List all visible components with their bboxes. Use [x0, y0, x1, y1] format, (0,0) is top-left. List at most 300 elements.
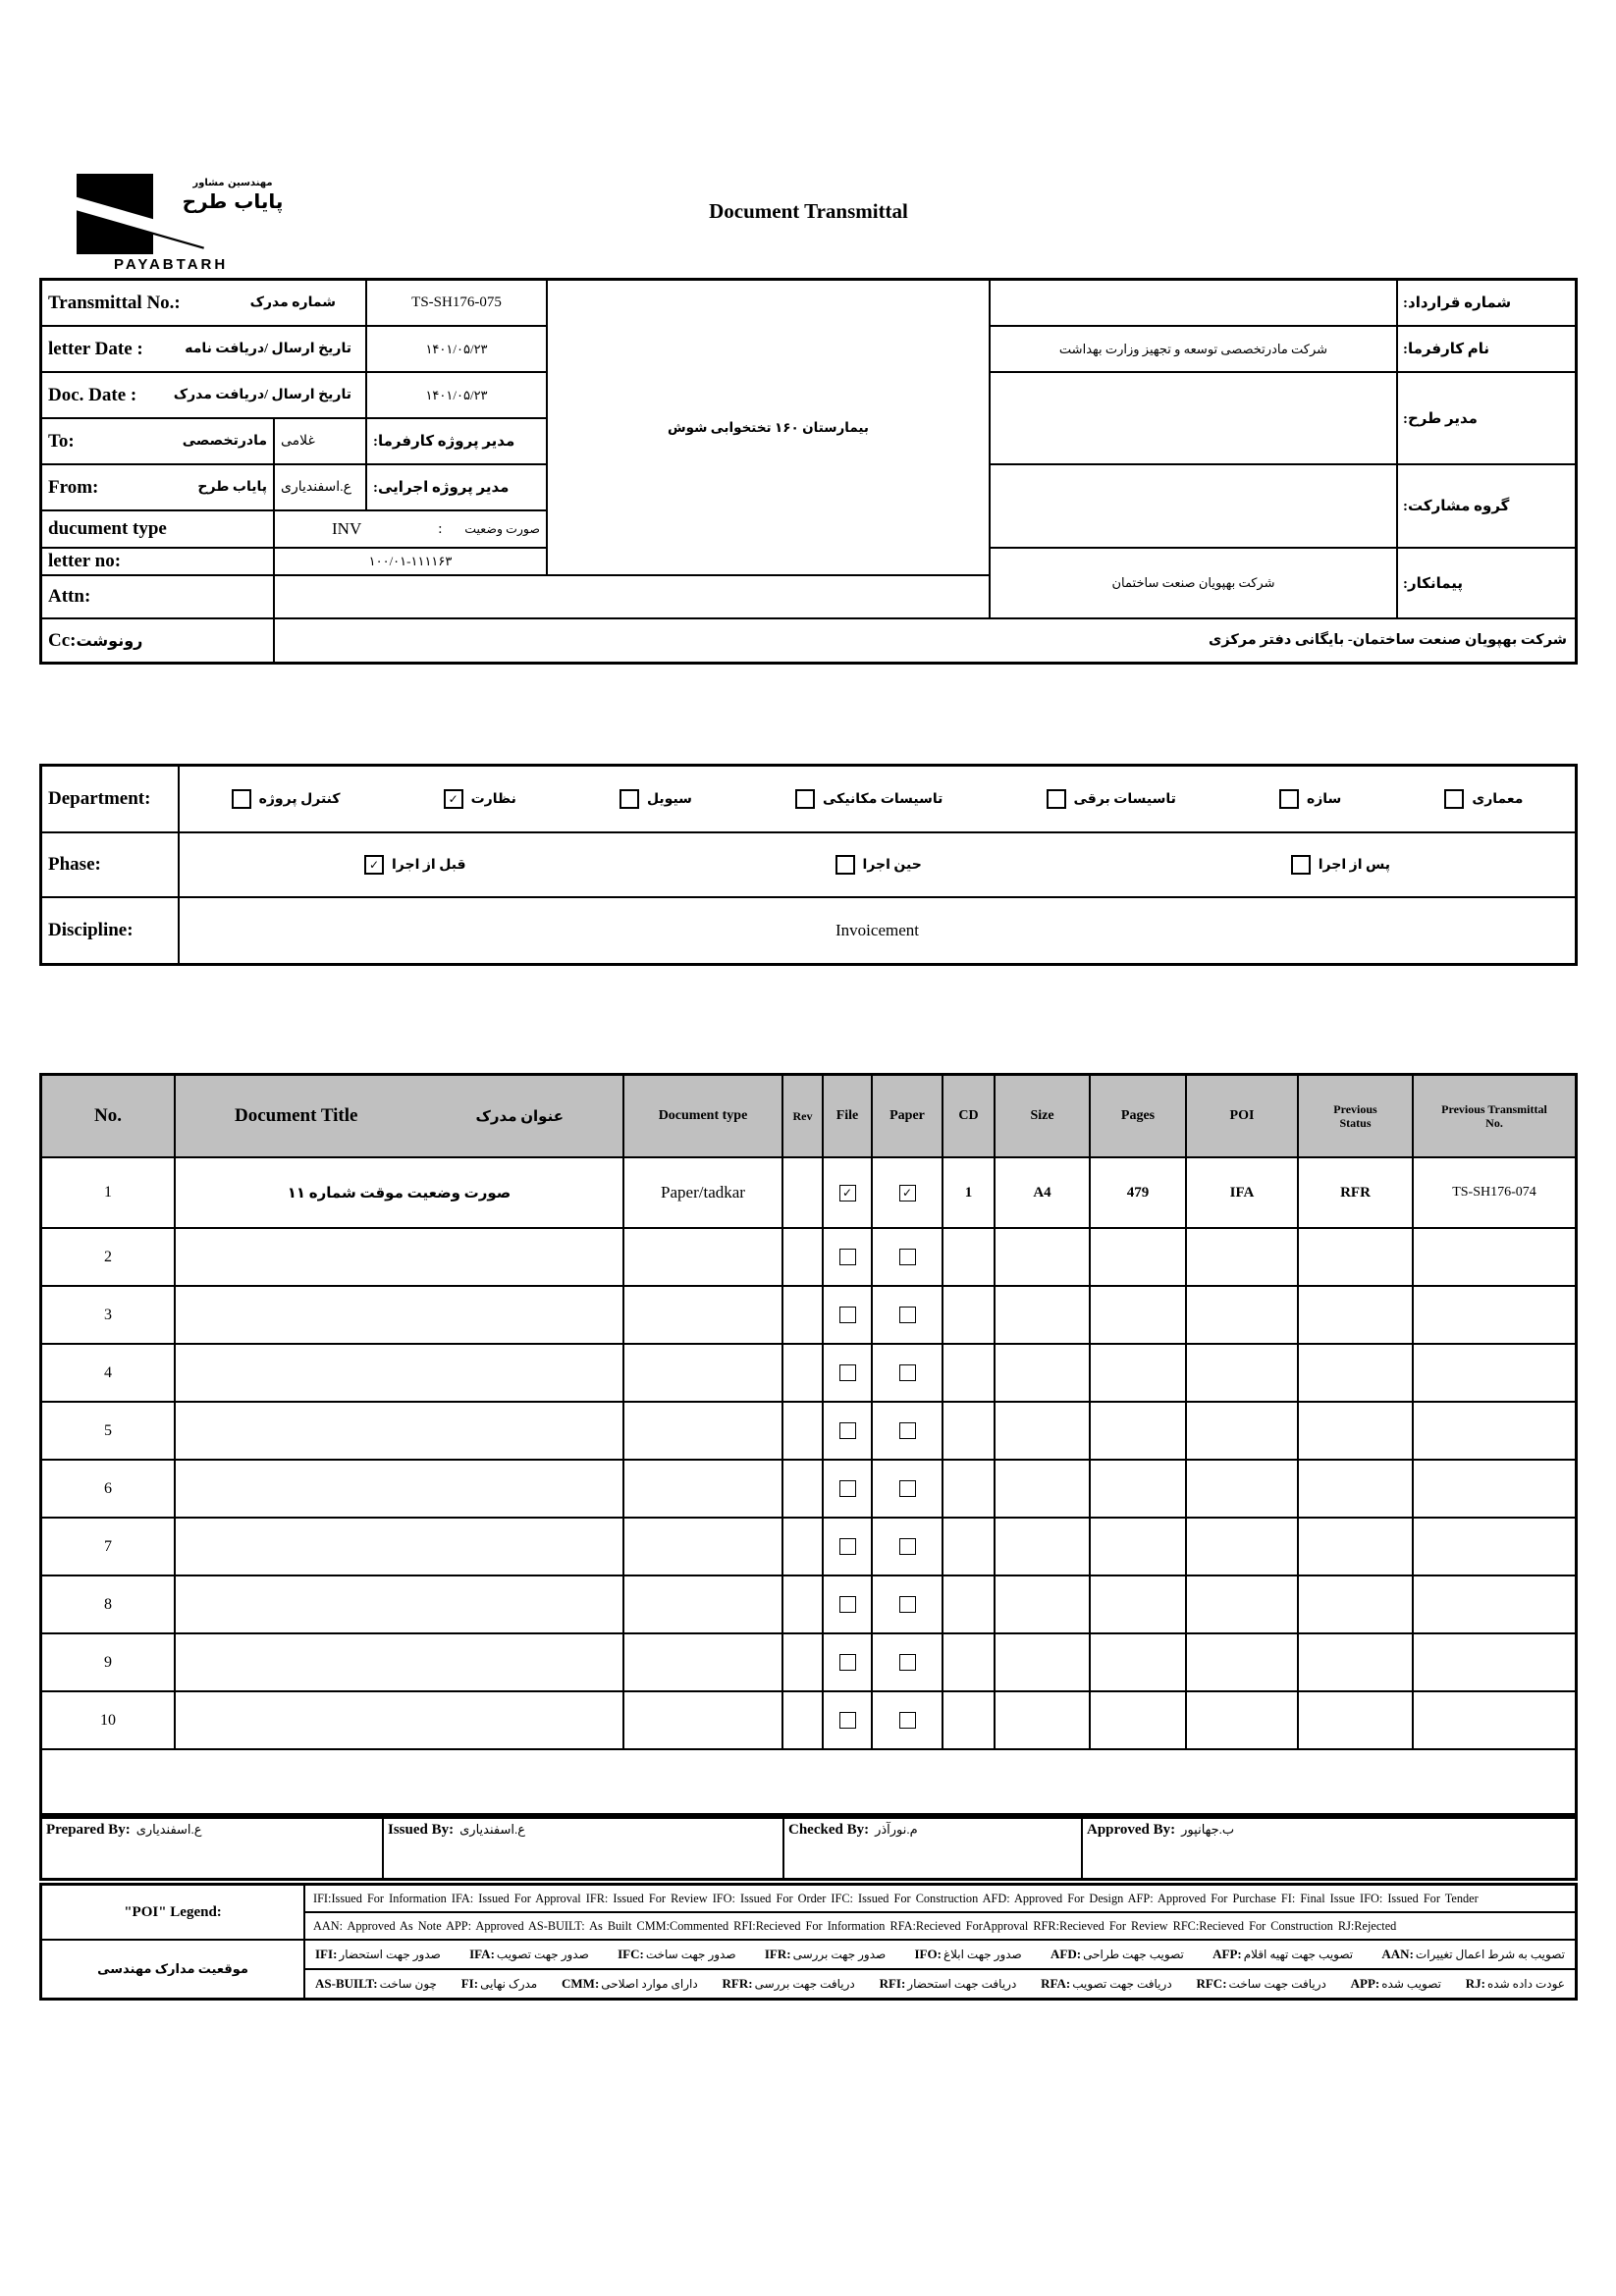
col-header-size: Size: [996, 1076, 1089, 1156]
client-name-value-cell: [991, 327, 1396, 371]
legend-text: تصویب جهت طراحی: [1083, 1948, 1184, 1961]
signatures-row: [39, 1816, 1578, 1881]
row-prev-status: [1299, 1576, 1412, 1632]
exec-pm-label-cell: [367, 465, 546, 509]
checkbox-label: معماری: [1472, 791, 1524, 807]
row-prev-status: [1299, 1461, 1412, 1517]
poi-legend-en-line2: AAN: Approved As Note APP: Approved AS-BUILT: As Built CMM:Commented RFI:Recieved For Information RFA:Recieved ForApproval RFR:Recieved For Review RFC:Recieved For Construction RJ:Rejected: [305, 1913, 1575, 1939]
row-rev: [783, 1634, 822, 1690]
row-poi: [1187, 1345, 1297, 1401]
department-option[interactable]: [1444, 789, 1523, 809]
doc-date-label: Doc. Date :: [48, 384, 137, 405]
legend-item: [1351, 1976, 1441, 1992]
row-prev-status: [1299, 1345, 1412, 1401]
checkbox-icon[interactable]: [619, 789, 639, 809]
row-doctype: [624, 1403, 781, 1459]
file-checkbox-icon[interactable]: [839, 1364, 856, 1381]
legend-item: [315, 1976, 437, 1992]
row-prev-transmittal: [1414, 1519, 1575, 1575]
paper-checkbox-icon[interactable]: [899, 1654, 916, 1671]
row-size: [996, 1576, 1089, 1632]
row-no: 7: [42, 1519, 174, 1575]
table-empty-area: [42, 1750, 1575, 1813]
row-doctype: Paper/tadkar: [624, 1158, 781, 1227]
fa-legend-label: موقعیت مدارک مهندسی: [42, 1941, 303, 1998]
row-size: [996, 1287, 1089, 1343]
prepared-by-value: ع.اسفندیاری: [135, 1822, 202, 1837]
paper-checkbox-icon[interactable]: [899, 1538, 916, 1555]
col-header-cd: CD: [943, 1076, 994, 1156]
from-person-cell: [275, 465, 365, 509]
checkbox-icon[interactable]: [232, 789, 251, 809]
checkbox-label: حین اجرا: [862, 857, 922, 873]
row-file-cell: [824, 1158, 871, 1227]
row-cd: [943, 1461, 994, 1517]
row-size: [996, 1692, 1089, 1748]
department-option[interactable]: [1279, 789, 1341, 809]
paper-checkbox-icon[interactable]: [899, 1596, 916, 1613]
row-pages: [1091, 1461, 1185, 1517]
phase-label: Phase:: [48, 854, 101, 875]
checkbox-icon[interactable]: [1444, 789, 1464, 809]
exec-pm-label: مدیر پروژه اجرایی:: [373, 480, 510, 496]
discipline-label: Discipline:: [48, 920, 134, 940]
row-poi: [1187, 1403, 1297, 1459]
row-title: [176, 1576, 622, 1632]
department-option[interactable]: [619, 789, 692, 809]
legend-abbr: IFI :: [315, 1947, 337, 1962]
paper-checkbox-icon[interactable]: [899, 1185, 916, 1201]
row-paper-cell: [873, 1287, 942, 1343]
row-prev-status: [1299, 1403, 1412, 1459]
row-size: [996, 1461, 1089, 1517]
row-prev-status: [1299, 1692, 1412, 1748]
legend-abbr: RFR :: [723, 1976, 753, 1992]
row-prev-transmittal: [1414, 1287, 1575, 1343]
partnership-label-cell: [1398, 465, 1575, 547]
prepared-by-cell: [42, 1819, 382, 1878]
checkbox-icon[interactable]: [835, 855, 855, 875]
col-header-title-fa: عنوان مدرک: [475, 1108, 564, 1125]
contract-no-label: شماره قرارداد:: [1403, 295, 1512, 311]
file-checkbox-icon[interactable]: [839, 1596, 856, 1613]
col-header-file: File: [824, 1076, 871, 1156]
row-no: 6: [42, 1461, 174, 1517]
partnership-label: گروه مشارکت:: [1403, 499, 1510, 514]
phase-label-cell: [42, 833, 178, 896]
legend-abbr: RJ :: [1466, 1976, 1485, 1992]
row-no: 8: [42, 1576, 174, 1632]
checkbox-label: پس از اجرا: [1318, 857, 1391, 873]
row-doctype: [624, 1576, 781, 1632]
row-title: [176, 1634, 622, 1690]
approved-by-cell: [1083, 1819, 1575, 1878]
legend-item: [1212, 1947, 1353, 1962]
row-paper-cell: [873, 1576, 942, 1632]
paper-checkbox-icon[interactable]: [899, 1249, 916, 1265]
legend-abbr: CMM :: [562, 1976, 599, 1992]
legend-text: چون ساخت: [379, 1977, 437, 1991]
legend-item: [723, 1976, 855, 1992]
cc-value: شرکت بهپویان صنعت ساختمان- بایگانی دفتر مرکزی: [1209, 632, 1567, 648]
phase-options-row: [180, 833, 1575, 896]
col-header-paper: Paper: [873, 1076, 942, 1156]
row-pages: [1091, 1519, 1185, 1575]
cc-label-cell: [42, 619, 273, 662]
approved-by-label: Approved By:: [1087, 1822, 1176, 1838]
file-checkbox-icon[interactable]: [839, 1307, 856, 1323]
row-size: [996, 1403, 1089, 1459]
row-no: 3: [42, 1287, 174, 1343]
row-paper-cell: [873, 1158, 942, 1227]
client-pm-label-cell: [367, 419, 546, 463]
file-checkbox-icon[interactable]: [839, 1422, 856, 1439]
legend-text: صدور جهت ابلاغ: [943, 1948, 1022, 1961]
legend-text: صدور جهت بررسی: [792, 1948, 887, 1961]
row-pages: [1091, 1229, 1185, 1285]
partnership-value: [991, 465, 1396, 547]
legend-abbr: AS-BUILT :: [315, 1976, 378, 1992]
file-checkbox-icon[interactable]: [839, 1712, 856, 1729]
row-poi: [1187, 1576, 1297, 1632]
legend-text: دریافت جهت استحضار: [907, 1977, 1017, 1991]
row-file-cell: [824, 1461, 871, 1517]
document-list-table: [39, 1073, 1578, 1816]
department-option[interactable]: [444, 789, 516, 809]
paper-checkbox-icon[interactable]: [899, 1422, 916, 1439]
row-title: [176, 1229, 622, 1285]
row-title: [176, 1403, 622, 1459]
legend-item: [469, 1947, 589, 1962]
letter-date-label: letter Date :: [48, 338, 143, 359]
row-prev-transmittal: [1414, 1634, 1575, 1690]
row-no: 1: [42, 1158, 174, 1227]
legend-abbr: RFC :: [1196, 1976, 1226, 1992]
legend-item: [880, 1976, 1017, 1992]
checkbox-icon[interactable]: [444, 789, 463, 809]
attn-label-cell: [42, 576, 273, 617]
row-cd: 1: [943, 1158, 994, 1227]
row-file-cell: [824, 1519, 871, 1575]
checkbox-icon[interactable]: [1291, 855, 1311, 875]
discipline-value: Invoicement: [180, 898, 1575, 963]
file-checkbox-icon[interactable]: [839, 1480, 856, 1497]
row-doctype: [624, 1345, 781, 1401]
file-checkbox-icon[interactable]: [839, 1654, 856, 1671]
transmittal-no-label-fa: شماره مدرک: [249, 295, 336, 310]
legend-abbr: AFP :: [1212, 1947, 1242, 1962]
row-cd: [943, 1576, 994, 1632]
page-title: Document Transmittal: [709, 199, 908, 223]
row-file-cell: [824, 1345, 871, 1401]
doc-date-value: ۱۴۰۱/۰۵/۲۳: [367, 373, 546, 417]
legend-text: مدرک نهایی: [480, 1977, 538, 1991]
legend-abbr: IFR :: [765, 1947, 791, 1962]
row-title: [176, 1461, 622, 1517]
row-prev-status: [1299, 1634, 1412, 1690]
letter-date-label-fa: تاریخ ارسال /دریافت نامه: [185, 342, 351, 356]
paper-checkbox-icon[interactable]: [899, 1712, 916, 1729]
attn-label: Attn:: [48, 586, 91, 607]
row-prev-transmittal: TS-SH176-074: [1414, 1158, 1575, 1227]
project-name: بیمارستان ۱۶۰ تختخوابی شوش: [668, 419, 869, 435]
legend-text: تصویب شده: [1381, 1977, 1441, 1991]
row-cd: [943, 1229, 994, 1285]
row-poi: [1187, 1287, 1297, 1343]
row-poi: [1187, 1461, 1297, 1517]
row-no: 4: [42, 1345, 174, 1401]
letter-date-label-cell: [42, 327, 365, 371]
row-paper-cell: [873, 1519, 942, 1575]
legend-text: صدور جهت ساخت: [645, 1948, 736, 1961]
phase-option[interactable]: [835, 855, 922, 875]
row-pages: [1091, 1692, 1185, 1748]
row-rev: [783, 1345, 822, 1401]
row-poi: [1187, 1229, 1297, 1285]
row-cd: [943, 1345, 994, 1401]
department-options-row: [180, 767, 1575, 831]
row-paper-cell: [873, 1634, 942, 1690]
legend-abbr: APP :: [1351, 1976, 1380, 1992]
to-label: To:: [48, 430, 75, 452]
checkbox-icon[interactable]: [1047, 789, 1066, 809]
doctype-colon: :: [438, 520, 443, 537]
legend-text: عودت داده شده: [1487, 1977, 1565, 1991]
design-manager-value: [991, 373, 1396, 463]
legend-text: دارای موارد اصلاحی: [601, 1977, 698, 1991]
row-poi: [1187, 1692, 1297, 1748]
col-header-poi: POI: [1187, 1076, 1297, 1156]
legend-item: [1050, 1947, 1184, 1962]
row-pages: [1091, 1576, 1185, 1632]
row-size: [996, 1229, 1089, 1285]
classification-table: [39, 764, 1578, 966]
from-person: ع.اسفندیاری: [281, 480, 352, 495]
transmittal-no-label: Transmittal No.:: [48, 292, 181, 313]
checkbox-label: سیویل: [646, 791, 692, 807]
poi-legend-label: "POI" Legend:: [42, 1886, 303, 1939]
transmittal-no-label-cell: [42, 281, 365, 325]
legend-item: [1041, 1976, 1172, 1992]
row-prev-transmittal: [1414, 1576, 1575, 1632]
col-header-rev: Rev: [783, 1076, 822, 1156]
row-title: [176, 1519, 622, 1575]
client-pm-label: مدیر پروژه کارفرما:: [373, 434, 515, 450]
row-title: صورت وضعیت موقت شماره ۱۱: [176, 1158, 622, 1227]
legend-item: [1196, 1976, 1325, 1992]
checkbox-label: کنترل پروژه: [258, 791, 341, 807]
row-cd: [943, 1403, 994, 1459]
row-paper-cell: [873, 1345, 942, 1401]
doctype-label: ducument type: [48, 518, 167, 539]
phase-option[interactable]: [364, 855, 466, 875]
paper-checkbox-icon[interactable]: [899, 1364, 916, 1381]
from-value-fa: پایاب طرح: [197, 480, 267, 495]
legend-abbr: RFA :: [1041, 1976, 1070, 1992]
doctype-label-cell: [42, 511, 273, 547]
legend-abbr: IFO :: [914, 1947, 941, 1962]
client-name-value: شرکت مادرتخصصی توسعه و تجهیز وزارت بهداشت: [1058, 341, 1328, 356]
row-prev-transmittal: [1414, 1461, 1575, 1517]
contractor-value: شرکت بهپویان صنعت ساختمان: [1111, 575, 1275, 590]
col-header-prev-transmittal: Previous Transmittal No.: [1414, 1076, 1575, 1156]
legend-item: [461, 1976, 537, 1992]
row-doctype: [624, 1692, 781, 1748]
row-file-cell: [824, 1287, 871, 1343]
legend-text: صدور جهت استحضار: [339, 1948, 441, 1961]
attn-value: [275, 576, 989, 617]
row-no: 9: [42, 1634, 174, 1690]
row-no: 2: [42, 1229, 174, 1285]
legend-item: [765, 1947, 886, 1962]
row-doctype: [624, 1461, 781, 1517]
cc-label: Cc:: [48, 629, 77, 651]
legend-abbr: IFC :: [618, 1947, 644, 1962]
doctype-value: INV: [332, 519, 362, 538]
transmittal-header-table: [39, 278, 1578, 665]
legend-item: [1381, 1947, 1565, 1962]
contractor-label-cell: [1398, 549, 1575, 617]
fa-legend-line2: [305, 1970, 1575, 1998]
legend-item: [914, 1947, 1021, 1962]
issued-by-label: Issued By:: [388, 1822, 455, 1838]
row-pages: [1091, 1634, 1185, 1690]
row-rev: [783, 1692, 822, 1748]
logo-persian-tagline: مهندسین مشاور: [192, 178, 273, 188]
row-rev: [783, 1461, 822, 1517]
contract-no-value: [991, 281, 1396, 325]
checkbox-icon[interactable]: [364, 855, 384, 875]
row-prev-transmittal: [1414, 1345, 1575, 1401]
approved-by-value: ب.جهانپور: [1181, 1822, 1235, 1837]
file-checkbox-icon[interactable]: [839, 1538, 856, 1555]
letter-date-value: ۱۴۰۱/۰۵/۲۳: [367, 327, 546, 371]
checkbox-label: تاسیسات برقی: [1073, 791, 1176, 807]
row-pages: 479: [1091, 1158, 1185, 1227]
cc-value-cell: [275, 619, 1575, 662]
legend-text: دریافت جهت بررسی: [754, 1977, 855, 1991]
row-rev: [783, 1576, 822, 1632]
row-rev: [783, 1519, 822, 1575]
legend-text: تصویب به شرط اعمال تغییرات: [1415, 1948, 1565, 1961]
poi-legend-table: [39, 1883, 1578, 2001]
checked-by-value: م.نورآذر: [875, 1822, 918, 1837]
discipline-label-cell: [42, 898, 178, 963]
row-doctype: [624, 1287, 781, 1343]
legend-abbr: FI :: [461, 1976, 478, 1992]
row-prev-status: [1299, 1519, 1412, 1575]
project-name-cell: [548, 281, 989, 574]
row-doctype: [624, 1634, 781, 1690]
row-cd: [943, 1287, 994, 1343]
from-label: From:: [48, 476, 99, 498]
row-prev-status: [1299, 1229, 1412, 1285]
letter-no-value: ۱۰۰/۰۱-۱۱۱۱۶۳: [275, 549, 546, 574]
row-doctype: [624, 1519, 781, 1575]
checkbox-label: قبل از اجرا: [391, 857, 466, 873]
department-label: Department:: [48, 788, 151, 809]
checkbox-icon[interactable]: [795, 789, 815, 809]
row-file-cell: [824, 1403, 871, 1459]
contractor-label: پیمانکار:: [1403, 575, 1464, 592]
issued-by-cell: [384, 1819, 782, 1878]
row-file-cell: [824, 1692, 871, 1748]
checked-by-cell: [784, 1819, 1081, 1878]
legend-item: [315, 1947, 441, 1962]
phase-option[interactable]: [1291, 855, 1390, 875]
legend-item: [618, 1947, 735, 1962]
row-paper-cell: [873, 1229, 942, 1285]
checked-by-label: Checked By:: [788, 1822, 870, 1838]
row-doctype: [624, 1229, 781, 1285]
row-prev-transmittal: [1414, 1692, 1575, 1748]
logo-persian-title: پایاب طرح: [182, 189, 284, 213]
letter-no-label-cell: [42, 549, 273, 574]
row-size: [996, 1519, 1089, 1575]
legend-item: [562, 1976, 698, 1992]
design-manager-label: مدیر طرح:: [1403, 410, 1478, 427]
row-cd: [943, 1692, 994, 1748]
row-cd: [943, 1519, 994, 1575]
issued-by-value: ع.اسفندیاری: [459, 1822, 525, 1837]
row-rev: [783, 1158, 822, 1227]
contractor-value-cell: [991, 549, 1396, 617]
department-label-cell: [42, 767, 178, 831]
letter-no-label: letter no:: [48, 551, 122, 571]
row-poi: [1187, 1634, 1297, 1690]
row-rev: [783, 1287, 822, 1343]
legend-abbr: RFI :: [880, 1976, 906, 1992]
design-manager-label-cell: [1398, 373, 1575, 463]
paper-checkbox-icon[interactable]: [899, 1480, 916, 1497]
row-size: A4: [996, 1158, 1089, 1227]
client-name-label: نام کارفرما:: [1403, 342, 1490, 357]
row-title: [176, 1692, 622, 1748]
row-paper-cell: [873, 1692, 942, 1748]
prepared-by-label: Prepared By:: [46, 1822, 131, 1838]
doc-date-label-fa: تاریخ ارسال /دریافت مدرک: [173, 388, 351, 402]
row-poi: [1187, 1519, 1297, 1575]
transmittal-no-value: TS-SH176-075: [367, 281, 546, 325]
cc-label-fa: رونوشت: [76, 632, 143, 650]
fa-legend-line1: [305, 1941, 1575, 1968]
col-header-no: No.: [42, 1076, 174, 1156]
paper-checkbox-icon[interactable]: [899, 1307, 916, 1323]
row-paper-cell: [873, 1461, 942, 1517]
legend-text: تصویب جهت تهیه اقلام: [1243, 1948, 1354, 1961]
row-paper-cell: [873, 1403, 942, 1459]
department-option[interactable]: [232, 789, 341, 809]
logo-company-name: PAYABTARH: [114, 256, 229, 273]
col-header-title-en: Document Title: [235, 1105, 358, 1126]
col-header-title: [176, 1076, 622, 1156]
department-option[interactable]: [795, 789, 943, 809]
row-prev-transmittal: [1414, 1403, 1575, 1459]
to-value-fa: مادرتخصصی: [182, 434, 267, 449]
row-file-cell: [824, 1229, 871, 1285]
checkbox-icon[interactable]: [1279, 789, 1299, 809]
poi-legend-en-line1: IFI:Issued For Information IFA: Issued For Approval IFR: Issued For Review IFO: Issued For Order IFC: Issued For Construction AFD: Approved For Design AFP: Approved For Purchase FI: Final Issue IFO: Issued For Tender: [305, 1886, 1575, 1911]
file-checkbox-icon[interactable]: [839, 1185, 856, 1201]
doc-date-label-cell: [42, 373, 365, 417]
row-no: 5: [42, 1403, 174, 1459]
file-checkbox-icon[interactable]: [839, 1249, 856, 1265]
row-prev-status: RFR: [1299, 1158, 1412, 1227]
row-rev: [783, 1403, 822, 1459]
legend-text: صدور جهت تصویب: [496, 1948, 589, 1961]
department-option[interactable]: [1047, 789, 1176, 809]
legend-text: دریافت جهت تصویب: [1072, 1977, 1172, 1991]
